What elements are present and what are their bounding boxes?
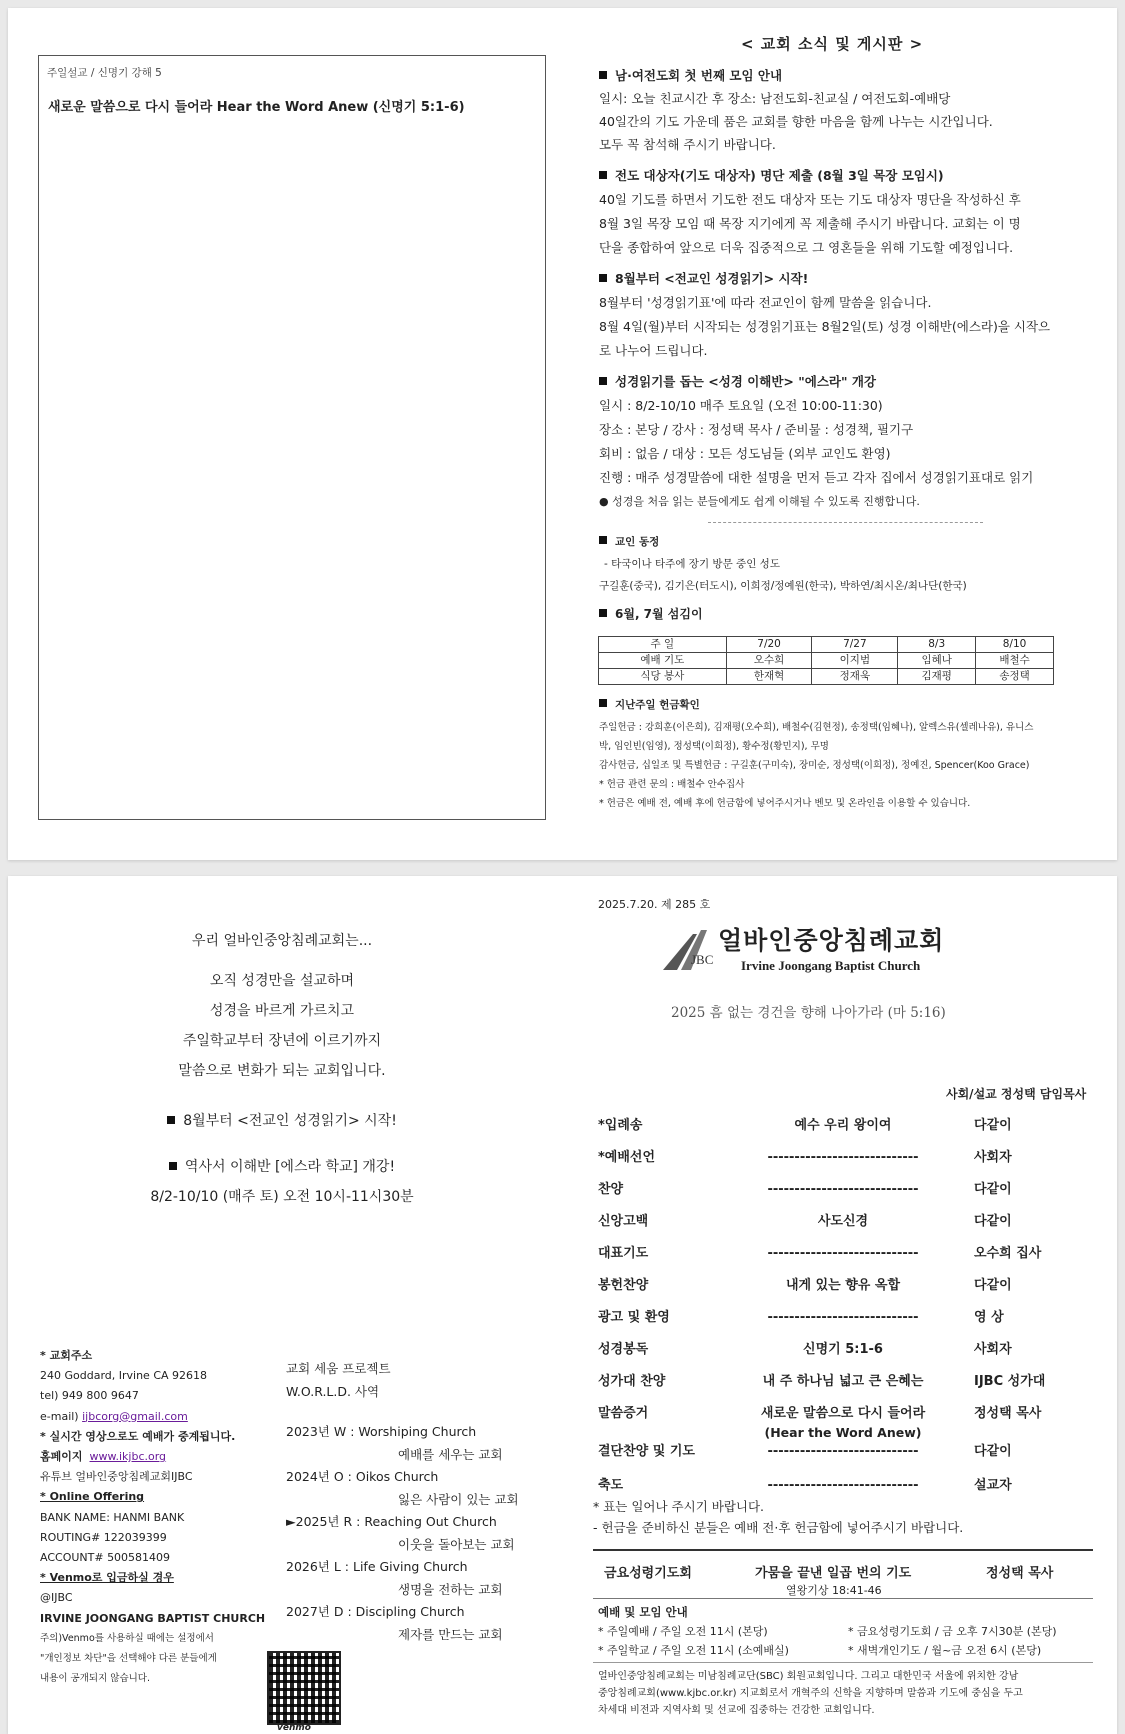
address: 240 Goddard, Irvine CA 92618: [40, 1369, 208, 1383]
project-desc: 예배를 세우는 교회: [398, 1446, 503, 1462]
venmo-note: "개인정보 차단"을 선택해야 다른 분들에게: [40, 1653, 217, 1665]
bank-name: BANK NAME: HANMI BANK: [40, 1510, 185, 1524]
sermon-notes-box: [38, 55, 546, 820]
worship-notes: [593, 1496, 963, 1538]
about-line: 중앙침례교회(www.kjbc.or.kr) 지교회로서 개혁주의 신학을 지향하며 말씀과 기도에 중심을 두고: [598, 1688, 1023, 1699]
motto: 2025 흠 없는 경건을 향해 나아가라 (마 5:16): [671, 1005, 946, 1021]
order-item-content: 예수 우리 왕이여: [794, 1118, 892, 1133]
church-name-en: Irvine Joongang Baptist Church: [741, 958, 921, 973]
sermon-series: 주일설교 / 신명기 강해 5: [47, 67, 162, 79]
order-item-content: ----------------------------: [767, 1444, 919, 1459]
divider: [593, 1549, 1093, 1551]
table-header-row: [599, 637, 1054, 653]
order-item-leader: 다같이: [974, 1444, 1012, 1459]
homepage-link[interactable]: www.ikjbc.org: [89, 1450, 167, 1464]
sermon-title: 새로운 말씀으로 다시 들어라 Hear the Word Anew (신명기 5:1-6): [48, 100, 465, 115]
venmo-qr-code: [267, 1651, 341, 1725]
online-offering-label: * Online Offering: [40, 1490, 145, 1504]
order-item-content: ----------------------------: [767, 1182, 919, 1197]
table-cell: 예배 기도: [599, 653, 727, 669]
project-year: 2024년 O : Oikos Church: [286, 1469, 439, 1484]
vision-line: 주일학교부터 장년에 이르기까지: [182, 1033, 382, 1049]
members-line: 구길훈(중국), 김기은(터도시), 이희정/정예원(한국), 박하연/최시온/최나단(한국): [599, 580, 967, 592]
square-bullet-icon: [599, 171, 607, 179]
order-item-leader: 다같이: [974, 1118, 1012, 1133]
order-item-leader: 다같이: [974, 1214, 1012, 1229]
square-bullet-icon: [599, 609, 607, 617]
bulletin-outer-sheet: [8, 876, 1117, 1734]
square-bullet-icon: [169, 1162, 177, 1170]
order-item-content: 새로운 말씀으로 다시 들어라: [760, 1406, 926, 1421]
vision-line: 성경을 바르게 가르치고: [209, 1003, 355, 1019]
project-desc: 이웃을 돌아보는 교회: [398, 1536, 515, 1552]
project-title: 교회 세움 프로젝트: [286, 1361, 391, 1376]
table-cell: 배철수: [976, 653, 1054, 669]
officiant: 사회/설교 정성택 담임목사: [946, 1087, 1087, 1101]
notice-heading: 전도 대상자(기도 대상자) 명단 제출 (8월 3일 목장 모임시): [599, 164, 944, 188]
project-desc: 생명을 전하는 교회: [398, 1581, 503, 1597]
project-desc: 제자를 만드는 교회: [398, 1626, 503, 1642]
contact-block: [40, 1346, 265, 1689]
table-cell: 7/20: [726, 637, 812, 653]
order-item-leader: 정성택 목사: [974, 1406, 1042, 1421]
vision-notice-time: 8/2-10/10 (매주 토) 오전 10시-11시30분: [150, 1189, 414, 1205]
divider: [593, 1598, 1093, 1599]
order-item-content: ----------------------------: [767, 1478, 919, 1493]
divider: [593, 1662, 1093, 1663]
table-cell: 한재혁: [726, 669, 812, 685]
meeting-item: * 주일학교 / 주일 오전 11시 (소예배실): [598, 1644, 789, 1657]
square-bullet-icon: [599, 536, 607, 544]
notice-heading: 8월부터 <전교인 성경읽기> 시작!: [599, 267, 808, 291]
servers-heading: 6월, 7월 섬김이: [599, 605, 703, 624]
notice-line: 40일간의 기도 가운데 품은 교회를 향한 마음을 함께 나누는 시간입니다.: [599, 114, 993, 129]
project-year: 2026년 L : Life Giving Church: [286, 1559, 468, 1574]
meeting-item: * 금요성령기도회 / 금 오후 7시30분 (본당): [848, 1625, 1057, 1638]
phone: tel) 949 800 9647: [40, 1389, 139, 1403]
table-cell: 7/27: [812, 637, 898, 653]
stream-note: * 실시간 영상으로도 예배가 중계됩니다.: [40, 1429, 236, 1443]
friday-label: 금요성령기도회: [604, 1566, 692, 1581]
friday-title: 가뭄을 끝낸 일곱 번의 기도: [755, 1566, 912, 1581]
order-item-leader: 설교자: [974, 1478, 1012, 1493]
table-cell: 8/10: [976, 637, 1054, 653]
notice-line: 8월부터 '성경읽기표'에 따라 전교인이 함께 말씀을 읽습니다.: [599, 295, 932, 310]
square-bullet-icon: [599, 377, 607, 385]
notice-line: 일시: 오늘 친교시간 후 장소: 남전도회-친교실 / 여전도회-예배당: [599, 91, 951, 106]
project-block: [286, 1358, 519, 1646]
order-item-content: ----------------------------: [767, 1150, 919, 1165]
order-item-label: 축도: [598, 1478, 624, 1493]
table-cell: 이지범: [812, 653, 898, 669]
notice-line: ● 성경을 처음 읽는 분들에게도 쉽게 이해될 수 있도록 진행합니다.: [599, 495, 920, 508]
routing-number: ROUTING# 122039399: [40, 1530, 167, 1544]
square-bullet-icon: [599, 699, 607, 707]
friday-reference: 열왕기상 18:41-46: [786, 1584, 882, 1597]
offering-heading: 지난주일 헌금확인: [599, 696, 700, 715]
order-item-leader: 사회자: [974, 1342, 1012, 1357]
vision-intro: 우리 얼바인중앙침례교회는...: [191, 933, 373, 949]
project-year: ►2025년 R : Reaching Out Church: [286, 1514, 497, 1529]
vision-notice: 8월부터 <전교인 성경읽기> 시작!: [8, 1106, 556, 1136]
order-item-label: *입례송: [598, 1118, 643, 1133]
members-heading: 교인 동정: [599, 533, 659, 552]
notice-heading: 남·여전도회 첫 번째 모임 안내: [599, 64, 782, 88]
venmo-note: 주의)Venmo를 사용하실 때에는 설정에서: [40, 1632, 214, 1644]
notice-line: 로 나누어 드립니다.: [599, 343, 708, 358]
bulletin-inner-sheet: [8, 8, 1117, 860]
notice-line: 일시 : 8/2-10/10 매주 토요일 (오전 10:00-11:30): [599, 398, 883, 413]
notice-line: 8월 4일(월)부터 시작되는 성경읽기표는 8월2일(토) 성경 이해반(에스라)을 시작으: [599, 319, 1051, 334]
svg-text:JBC: JBC: [691, 952, 714, 967]
order-item-leader: 오수희 집사: [974, 1246, 1042, 1261]
order-item-content: 내게 있는 향유 옥합: [785, 1278, 901, 1293]
offering-line: 박, 임인빈(임영), 정성택(이희정), 황수정(황민지), 무명: [599, 741, 829, 752]
offering-line: * 헌금 관련 문의 : 배철수 안수집사: [599, 779, 745, 790]
vision-notice: 역사서 이해반 [에스라 학교] 개강!: [8, 1152, 556, 1182]
divider: [708, 522, 983, 523]
square-bullet-icon: [599, 274, 607, 282]
order-item-label: 성가대 찬양: [598, 1374, 666, 1389]
order-item-label: 봉헌찬양: [598, 1278, 649, 1293]
youtube: 유튜브 얼바인중앙침례교회IJBC: [40, 1470, 193, 1484]
order-item-leader: 다같이: [974, 1182, 1012, 1197]
notice-line: 회비 : 없음 / 대상 : 모든 성도님들 (외부 교인도 환영): [599, 446, 891, 461]
order-item-label: 성경봉독: [598, 1342, 649, 1357]
order-item-label: 신앙고백: [598, 1214, 649, 1229]
board-title: < 교회 소식 및 게시판 >: [741, 35, 924, 53]
address-label: * 교회주소: [40, 1349, 93, 1362]
homepage-row: 홈페이지 www.ikjbc.org: [40, 1450, 167, 1464]
table-cell: 주 일: [599, 637, 727, 653]
vision-line: 오직 성경만을 설교하며: [209, 973, 355, 989]
meeting-item: * 새벽개인기도 / 월~금 오전 6시 (본당): [848, 1644, 1042, 1657]
order-item-content: ----------------------------: [767, 1246, 919, 1261]
order-item-content: 사도신경: [817, 1214, 869, 1229]
notice-line: 8월 3일 목장 모임 때 목장 지기에게 꼭 제출해 주시기 바랍니다. 교회는 이 명: [599, 216, 1021, 231]
notice-heading: 성경읽기를 돕는 <성경 이해반> "에스라" 개강: [599, 370, 876, 394]
table-cell: 8/3: [898, 637, 976, 653]
order-item-label: 결단찬양 및 기도: [598, 1444, 695, 1459]
order-item-label: 광고 및 환영: [598, 1310, 670, 1325]
notice-line: 진행 : 매주 성경말씀에 대한 설명을 먼저 듣고 각자 집에서 성경읽기표대로 읽기: [599, 470, 1034, 485]
order-item-leader: IJBC 성가대: [974, 1374, 1046, 1389]
table-row: [599, 653, 1054, 669]
venmo-id: @IJBC: [40, 1591, 73, 1605]
order-item-content: 신명기 5:1-6: [803, 1342, 883, 1357]
notice-line: 단을 종합하여 앞으로 더욱 집중적으로 그 영혼들을 위해 기도할 예정입니다.: [599, 240, 1014, 255]
table-cell: 송정택: [976, 669, 1054, 685]
notice-line: 모두 꼭 참석해 주시기 바랍니다.: [599, 137, 776, 152]
square-bullet-icon: [599, 71, 607, 79]
church-about: [598, 1668, 1023, 1719]
account-number: ACCOUNT# 500581409: [40, 1551, 171, 1565]
offering-line: 주일헌금 : 강희훈(이은희), 김재평(오수희), 배철수(김현정), 송정택(임혜나), 알렉스유(셀레나유), 유니스: [599, 722, 1034, 733]
notice-line: 장소 : 본당 / 강사 : 정성택 목사 / 준비물 : 성경책, 필기구: [599, 422, 914, 437]
project-year: 2023년 W : Worshiping Church: [286, 1424, 477, 1439]
table-cell: 임혜나: [898, 653, 976, 669]
stand-note: * 표는 일어나 주시기 바랍니다.: [593, 1499, 765, 1514]
order-item-content: 내 주 하나님 넓고 큰 은혜는: [762, 1374, 924, 1389]
order-item-label: 말씀증거: [598, 1406, 649, 1421]
table-cell: 정재욱: [812, 669, 898, 685]
members-line: - 타국이나 타주에 장기 방문 중인 성도: [604, 558, 780, 570]
project-desc: 잃은 사람이 있는 교회: [398, 1491, 519, 1507]
order-item-label: 대표기도: [598, 1246, 649, 1261]
project-sub: W.O.R.L.D. 사역: [286, 1383, 380, 1399]
venmo-note: 내용이 공개되지 않습니다.: [40, 1673, 151, 1685]
table-cell: 오수희: [726, 653, 812, 669]
order-item-leader: 다같이: [974, 1278, 1012, 1293]
email-link[interactable]: ijbcorg@gmail.com: [82, 1409, 188, 1423]
square-bullet-icon: [167, 1116, 175, 1124]
meetings-title: 예배 및 모임 안내: [598, 1605, 688, 1619]
offering-line: * 헌금은 예배 전, 예배 후에 헌금함에 넣어주시거나 벤모 및 온라인을 이용할 수 있습니다.: [599, 798, 971, 809]
order-item-leader: 사회자: [974, 1150, 1012, 1165]
order-item-content: ----------------------------: [767, 1310, 919, 1325]
venmo-name: IRVINE JOONGANG BAPTIST CHURCH: [40, 1611, 266, 1625]
email-row: e-mail) ijbcorg@gmail.com: [40, 1409, 188, 1423]
order-item-label: *예배선언: [598, 1150, 656, 1165]
order-item-leader: 영 상: [974, 1310, 1004, 1325]
venmo-label: * Venmo로 입금하실 경우: [40, 1571, 174, 1585]
vision-line: 말씀으로 변화가 되는 교회입니다.: [178, 1063, 386, 1079]
order-item-content-sub: (Hear the Word Anew): [764, 1425, 922, 1440]
offering-line: 감사헌금, 십일조 및 특별헌금 : 구길훈(구미숙), 장미순, 정성택(이희정), 정예진, Spencer(Koo Grace): [599, 760, 1030, 771]
table-cell: 식당 봉사: [599, 669, 727, 685]
order-item-label: 찬양: [598, 1182, 624, 1197]
offering-note: - 헌금을 준비하신 분들은 예배 전·후 헌금함에 넣어주시기 바랍니다.: [593, 1520, 964, 1535]
about-line: 얼바인중앙침례교회는 미남침례교단(SBC) 회원교회입니다. 그리고 대한민국 서울에 위치한 강남: [598, 1671, 1019, 1682]
servers-table: [598, 636, 1054, 685]
venmo-logo: venmo: [277, 1723, 311, 1733]
project-year: 2027년 D : Discipling Church: [286, 1604, 465, 1619]
table-cell: 김재평: [898, 669, 976, 685]
about-line: 차세대 비전과 지역사회 및 선교에 집중하는 건강한 교회입니다.: [598, 1705, 875, 1716]
church-name-ko: 얼바인중앙침례교회: [718, 926, 945, 955]
notice-line: 40일 기도를 하면서 기도한 전도 대상자 또는 기도 대상자 명단을 작성하신 후: [599, 192, 1021, 207]
church-logo-icon: [663, 924, 723, 978]
vision-block: [8, 926, 556, 1212]
meeting-item: * 주일예배 / 주일 오전 11시 (본당): [598, 1625, 768, 1638]
friday-preacher: 정성택 목사: [986, 1566, 1054, 1581]
table-row: [599, 669, 1054, 685]
issue-number: 2025.7.20. 제 285 호: [598, 898, 711, 911]
